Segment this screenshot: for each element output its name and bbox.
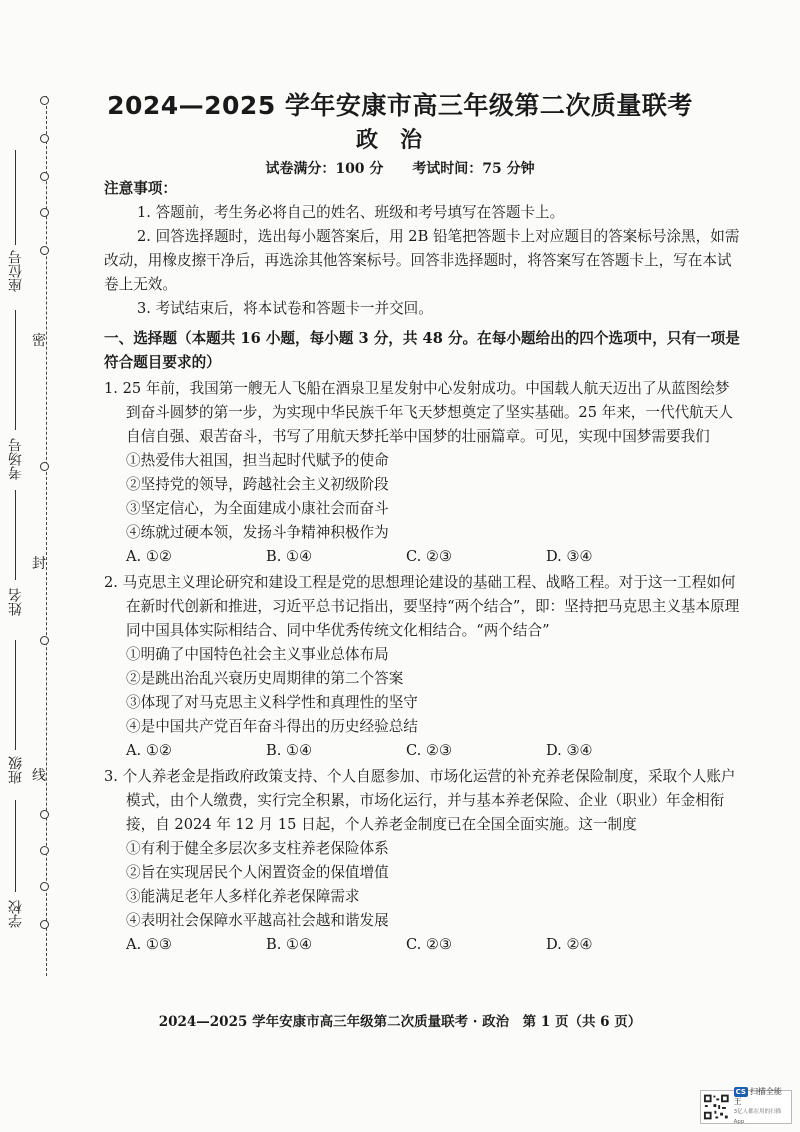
choice-d: D. ③④ <box>546 742 593 759</box>
exam-time: 考试时间：75 分钟 <box>412 161 535 177</box>
answer-choices <box>104 545 744 569</box>
answer-choices <box>104 933 744 957</box>
choice-c: C. ②③ <box>406 936 453 953</box>
exam-room-line <box>15 310 16 430</box>
question-option: ③坚定信心，为全面建成小康社会而奋斗 <box>126 500 389 517</box>
name-line <box>15 490 16 580</box>
answer-choices <box>104 739 744 763</box>
scanner-app-name: 扫描全能王 <box>733 1087 782 1106</box>
question-option: ①有利于健全多层次多支柱养老保险体系 <box>126 840 389 857</box>
binding-hole <box>40 246 49 255</box>
question-option: ②旨在实现居民个人闲置资金的保值增值 <box>126 864 389 881</box>
scanner-text <box>734 1087 789 1127</box>
name-label: 姓名 <box>8 588 24 616</box>
notice-heading: 注意事项： <box>104 180 177 197</box>
binding-hole <box>40 810 49 819</box>
choice-c: C. ②③ <box>406 742 453 759</box>
scanner-watermark <box>700 1087 792 1125</box>
choice-b: B. ①④ <box>266 548 313 565</box>
question-option: ①热爱伟大祖国，担当起时代赋予的使命 <box>126 452 389 469</box>
choice-b: B. ①④ <box>266 742 313 759</box>
section-heading: 一、选择题（本题共 16 小题，每小题 3 分，共 48 分。在每小题给出的四个选项中，只有一项是符合题目要求的） <box>104 330 740 371</box>
binding-dashed-line <box>46 96 47 976</box>
binding-char-feng: 封 <box>32 556 46 572</box>
exam-room-label: 考场号 <box>8 438 24 480</box>
choice-d: D. ③④ <box>546 548 593 565</box>
question-stem: 3. 个人养老金是指政府政策支持、个人自愿参加、市场化运营的补充养老保险制度，采取个人账户模式，由个人缴费，实行完全积累，市场化运行，并与基本养老保险、企业（职业）年金相衔接，自 2024 年 12 月 15 日起，个人养老金制度已在全国全面实施。这一制度 <box>104 768 736 833</box>
choice-d: D. ②④ <box>546 936 593 953</box>
binding-hole <box>40 636 49 645</box>
exam-title: 2024—2025 学年安康市高三年级第二次质量联考 <box>107 91 693 120</box>
question-stem: 1. 25 年前，我国第一艘无人飞船在酒泉卫星发射中心发射成功。中国载人航天迈出了从蓝图绘梦到奋斗圆梦的第一步，为实现中华民族千年飞天梦想奠定了坚实基础。25 年来，一代代航天人自信自强、艰苦奋斗，书写了用航天梦托举中国梦的壮丽篇章。可见，实现中国梦需要我们 <box>104 380 733 445</box>
notice-item: 2. 回答选择题时，选出每小题答案后，用 2B 铅笔把答题卡上对应题目的答案标号涂黑，如需改动，用橡皮擦干净后，再选涂其他答案标号。回答非选择题时，将答案写在答题卡上，写在本试卷上无效。 <box>104 228 740 293</box>
question-stem: 2. 马克思主义理论研究和建设工程是党的思想理论建设的基础工程、战略工程。对于这一工程如何在新时代创新和推进，习近平总书记指出，要坚持“两个结合”，即：坚持把马克思主义基本原理同中国具体实际相结合、同中华优秀传统文化相结合。“两个结合” <box>104 574 740 639</box>
question-option: ②是跳出治乱兴衰历史周期律的第二个答案 <box>126 670 404 687</box>
exam-meta <box>0 158 800 178</box>
binding-char-xian: 线 <box>32 768 46 784</box>
binding-hole <box>40 920 49 929</box>
question-option: ①明确了中国特色社会主义事业总体布局 <box>126 646 389 663</box>
choice-c: C. ②③ <box>406 548 453 565</box>
binding-hole <box>40 462 49 471</box>
question-option: ③能满足老年人多样化养老保障需求 <box>126 888 360 905</box>
school-line <box>15 800 16 892</box>
scanner-tagline: 3亿人都在用的扫描App <box>733 1109 782 1125</box>
question-option: ④是中国共产党百年奋斗得出的历史经验总结 <box>126 718 418 735</box>
scanner-badge-icon: CS <box>735 1088 746 1096</box>
seat-number-label: 座位号 <box>8 250 24 292</box>
notice-item: 1. 答题前，考生务必将自己的姓名、班级和考号填写在答题卡上。 <box>137 204 565 221</box>
question-option: ③体现了对马克思主义科学性和真理性的坚守 <box>126 694 418 711</box>
class-line <box>15 640 16 750</box>
question-option: ④练就过硬本领，发扬斗争精神积极作为 <box>126 524 389 541</box>
school-label: 学校 <box>8 900 24 928</box>
question-option: ②坚持党的领导，跨越社会主义初级阶段 <box>126 476 389 493</box>
subject-title: 政治 <box>355 128 444 153</box>
choice-a: A. ①② <box>126 742 172 759</box>
choice-a: A. ①③ <box>126 936 172 953</box>
page-footer: 2024—2025 学年安康市高三年级第二次质量联考 · 政治 第 1 页（共 6 页） <box>158 1014 642 1030</box>
question-option: ④表明社会保障水平越高社会越和谐发展 <box>126 912 389 929</box>
class-label: 班级 <box>8 756 24 784</box>
full-score: 试卷满分：100 分 <box>265 161 384 177</box>
choice-a: A. ①② <box>126 548 172 565</box>
exam-content <box>104 177 744 957</box>
notice-item: 3. 考试结束后，将本试卷和答题卡一并交回。 <box>137 300 433 317</box>
binding-hole <box>40 846 49 855</box>
qr-code-icon <box>703 1093 730 1121</box>
binding-hole <box>40 882 49 891</box>
choice-b: B. ①④ <box>266 936 313 953</box>
binding-hole <box>40 208 49 217</box>
binding-char-mi: 密 <box>32 333 46 349</box>
